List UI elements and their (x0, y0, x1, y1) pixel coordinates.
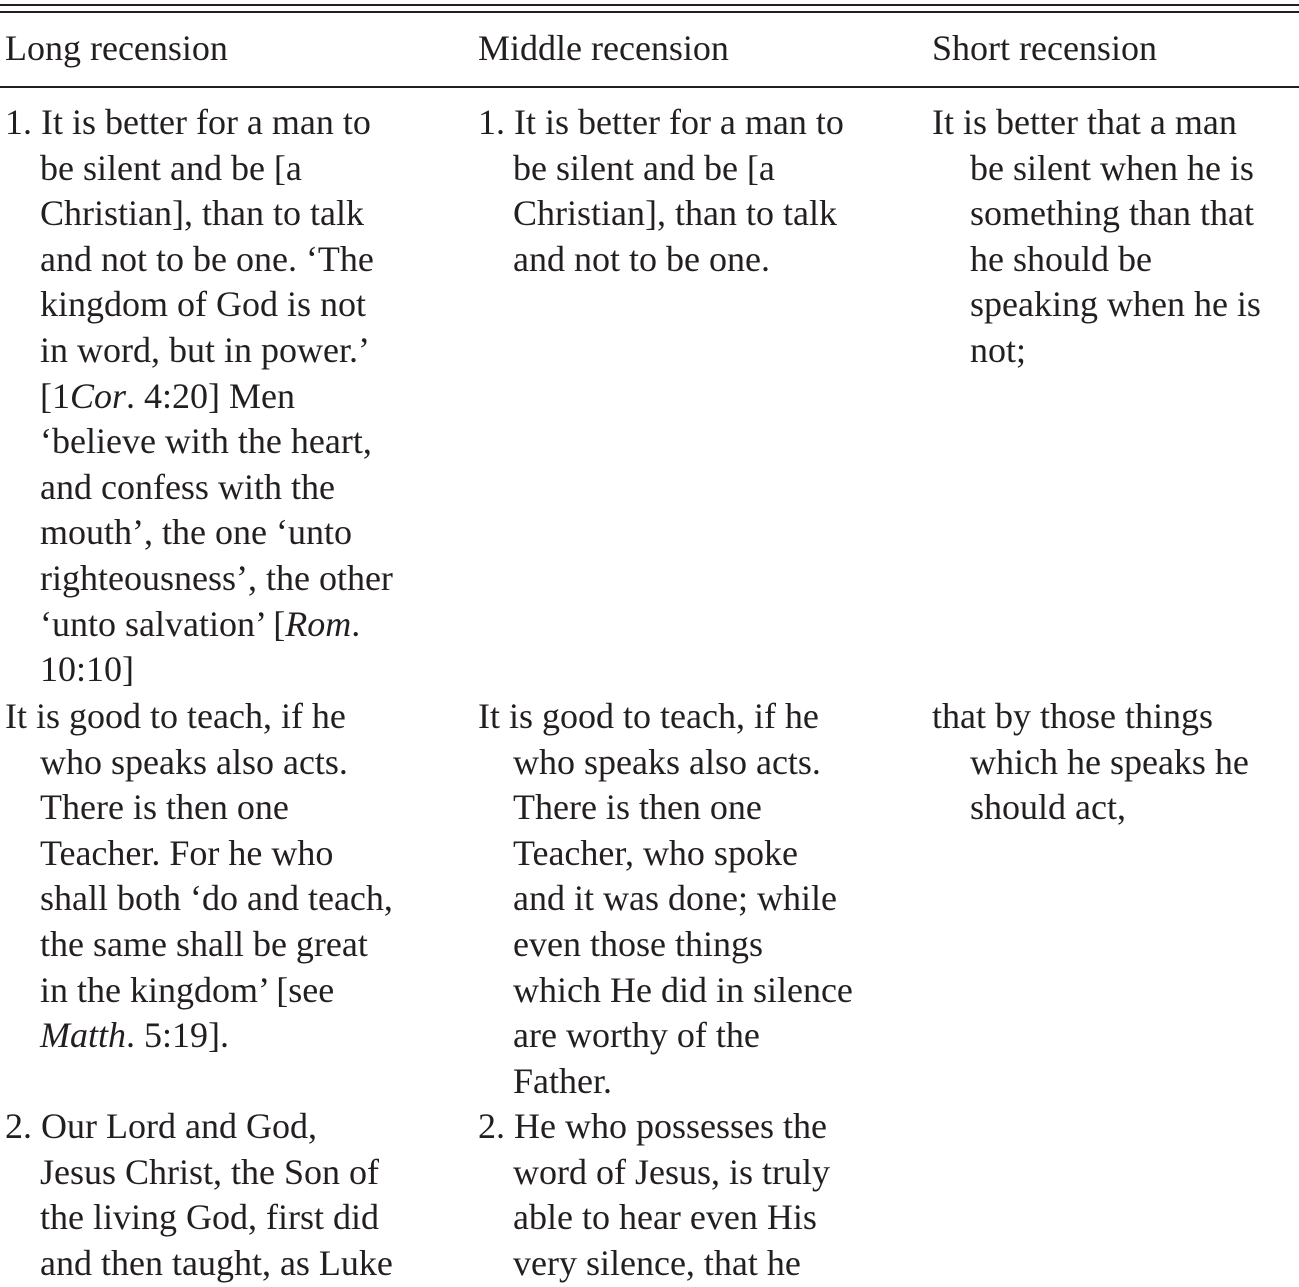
text-line: which He did in silence (513, 969, 853, 1010)
row1-short-cell (932, 100, 1299, 374)
text-line: in word, but in power.’ (40, 329, 370, 370)
text-line: kingdom of God is not (40, 284, 367, 325)
text-line: 1. It is better for a man to (478, 102, 844, 142)
table-top-rule (0, 4, 1299, 6)
text-line: ‘believe with the heart, (40, 421, 372, 462)
text-line: even those things (513, 923, 763, 964)
citation-book: Cor (70, 375, 127, 416)
text-line: not; (970, 329, 1027, 370)
text-line: 1. It is better for a man to (5, 102, 371, 142)
citation-rest: . 4:20] Men (126, 375, 296, 416)
text-line: word of Jesus, is truly (513, 1151, 830, 1192)
row1-middle-cell (478, 100, 898, 282)
text-line: shall both ‘do and teach, (40, 878, 393, 919)
text-line: be silent and be [a (513, 147, 775, 188)
text-line: able to hear even His (513, 1197, 817, 1238)
text-line: who speaks also acts. (40, 741, 348, 782)
text-line: 2. Our Lord and God, (5, 1106, 317, 1146)
text-line: There is then one (513, 787, 762, 828)
text-line: Teacher, who spoke (513, 832, 798, 873)
row2-short-cell (932, 694, 1299, 831)
text-line: 2. He who possesses the (478, 1106, 827, 1146)
text-line: he should be (970, 238, 1152, 279)
header-long-recension: Long recension (5, 28, 228, 68)
text-line: and not to be one. (513, 238, 770, 279)
text-line: Christian], than to talk (40, 193, 364, 234)
citation-open: [1 (40, 375, 70, 416)
text-line: Father. (513, 1060, 612, 1101)
header-middle-recension: Middle recension (478, 28, 729, 68)
text-line: Christian], than to talk (513, 193, 837, 234)
text-line: be silent and be [a (40, 147, 302, 188)
text-line: the same shall be great (40, 923, 368, 964)
table-top-rule-inner (0, 11, 1299, 13)
text-line: very silence, that he (513, 1242, 801, 1283)
text-line: mouth’, the one ‘unto (40, 512, 352, 553)
row1-long-cell (5, 100, 435, 693)
text-line: Teacher. For he who (40, 832, 334, 873)
row3-long-cell (5, 1104, 435, 1286)
row2-long-cell (5, 694, 435, 1059)
text-line: It is better that a man (932, 102, 1237, 142)
text-line: Jesus Christ, the Son of (40, 1151, 380, 1192)
text-line: who speaks also acts. (513, 741, 821, 782)
text-line: which he speaks he (970, 741, 1249, 782)
text-line: in the kingdom’ [see (40, 969, 335, 1010)
text-line: It is good to teach, if he (5, 696, 346, 736)
citation-book: Rom (285, 603, 352, 644)
citation-book: Matth (40, 1015, 126, 1056)
text-line: It is good to teach, if he (478, 696, 819, 736)
text-line: and it was done; while (513, 878, 837, 919)
text-line (5, 1013, 435, 1059)
text-line: speaking when he is (970, 284, 1261, 325)
text-line: should act, (970, 787, 1126, 828)
text-line: righteousness’, the other (40, 557, 393, 598)
text-line: and not to be one. ‘The (40, 238, 374, 279)
text-line: the living God, first did (40, 1197, 379, 1238)
citation-rest: . (351, 603, 361, 644)
citation-open: ‘unto salvation’ [ (40, 603, 286, 644)
text-line: and confess with the (40, 466, 335, 507)
text-line: something than that (970, 193, 1254, 234)
text-line: 10:10] (40, 649, 134, 690)
header-rule (0, 86, 1299, 88)
text-line: and then taught, as Luke (40, 1242, 393, 1283)
text-line: There is then one (40, 787, 289, 828)
text-line: that by those things (932, 696, 1213, 736)
text-line (5, 602, 435, 648)
text-line (5, 374, 435, 420)
row2-middle-cell (478, 694, 898, 1104)
header-short-recension: Short recension (932, 28, 1157, 68)
row3-middle-cell (478, 1104, 898, 1286)
citation-rest: . 5:19]. (126, 1015, 229, 1056)
text-line: be silent when he is (970, 147, 1254, 188)
text-line: are worthy of the (513, 1015, 760, 1056)
